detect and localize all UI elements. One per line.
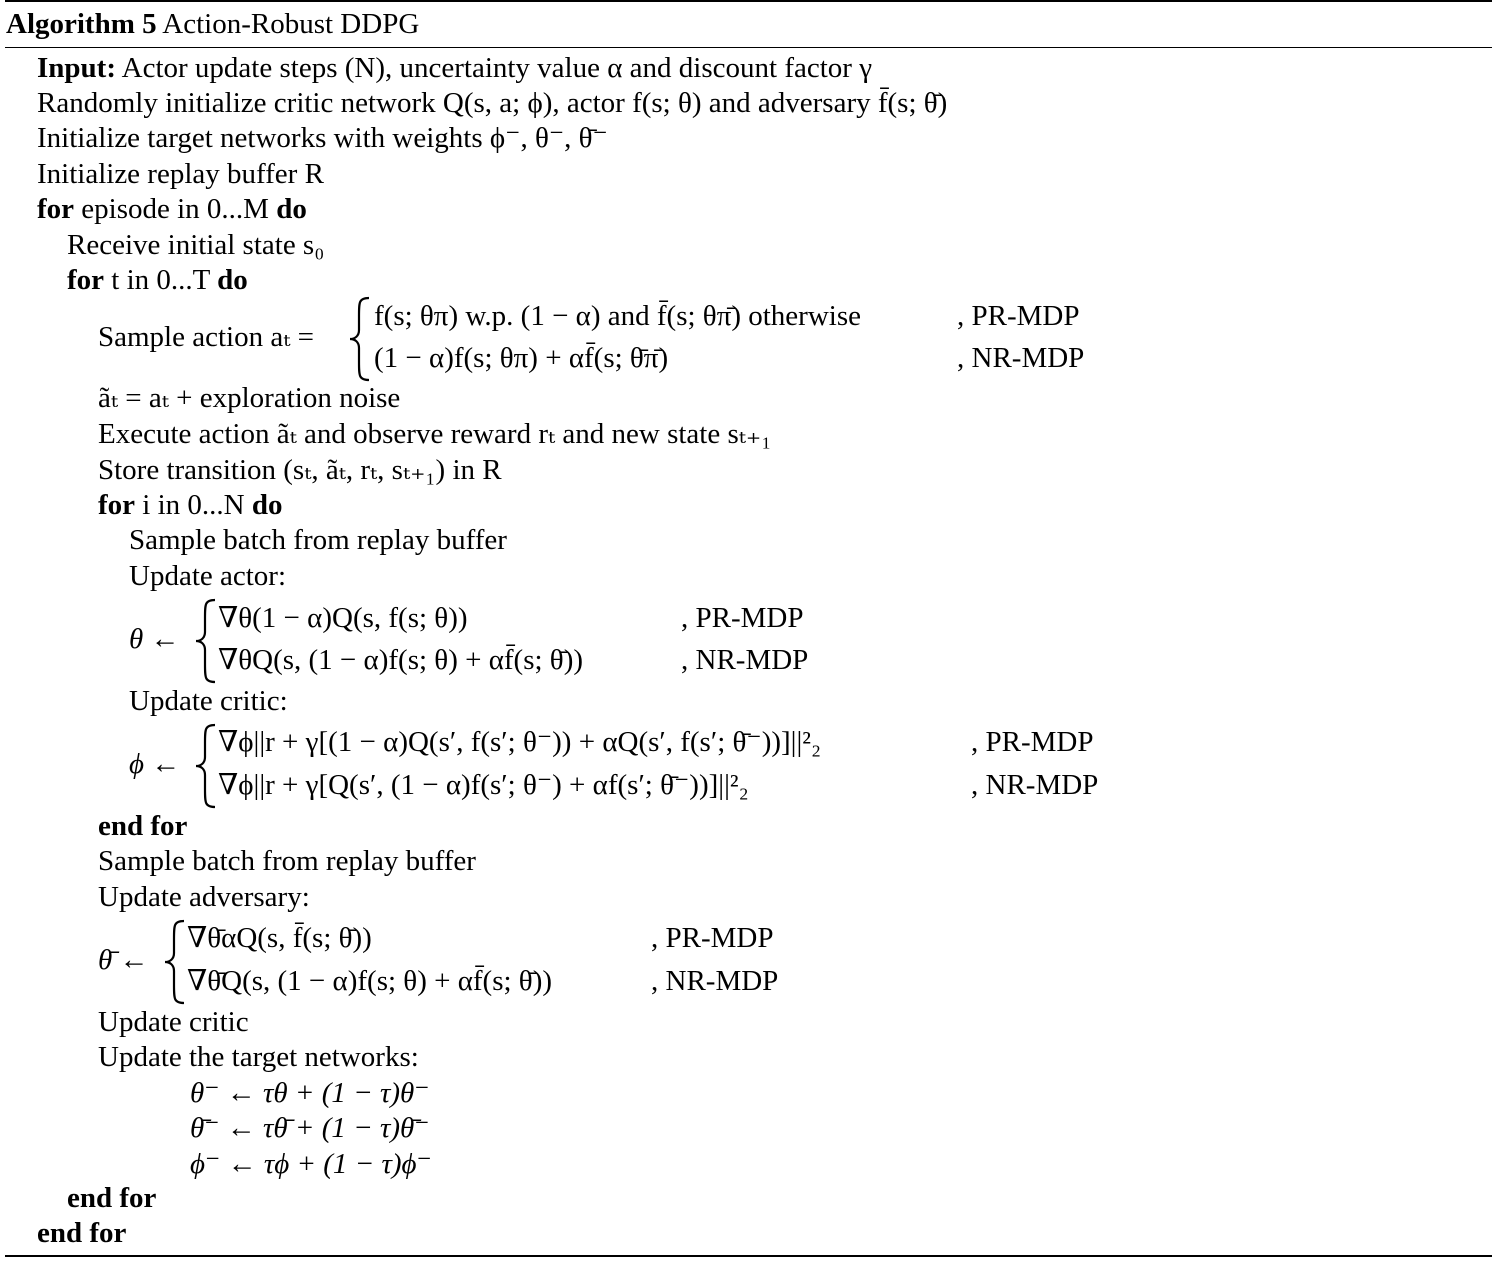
target-update-theta: θ⁻ ← τθ + (1 − τ)θ⁻: [190, 1077, 430, 1109]
line-end-for-i: end for: [98, 810, 188, 842]
for-keyword: for: [67, 264, 105, 296]
critic-case-pr-tag: , PR-MDP: [971, 726, 1094, 758]
line-sample-batch-inner: Sample batch from replay buffer: [129, 524, 507, 556]
left-brace: [162, 919, 188, 1005]
line-noise: ãₜ = aₜ + exploration noise: [98, 382, 401, 414]
line-for-t: [67, 262, 248, 298]
actor-case-nr-tag: , NR-MDP: [681, 644, 809, 676]
adversary-case-pr: ∇θ̄αQ(s, f̄(s; θ̄)): [187, 922, 372, 954]
line-update-adversary: Update adversary:: [98, 881, 310, 913]
actor-case-pr-tag: , PR-MDP: [681, 602, 804, 634]
adversary-case-nr-tag: , NR-MDP: [651, 965, 779, 997]
line-store: Store transition (sₜ, ãₜ, rₜ, sₜ₊₁) in R: [98, 454, 502, 486]
input-text: Actor update steps (N), uncertainty value α and discount factor γ: [121, 52, 873, 84]
line-update-actor: Update actor:: [129, 560, 287, 592]
algorithm-title: Action-Robust DDPG: [162, 8, 420, 40]
do-keyword: do: [251, 489, 283, 521]
sample-case-pr-tag: , PR-MDP: [957, 300, 1080, 332]
sample-case-nr-tag: , NR-MDP: [957, 342, 1085, 374]
adversary-case-nr: ∇θ̄Q(s, (1 − α)f(s; θ) + αf̄(s; θ̄)): [187, 965, 553, 997]
line-update-targets: Update the target networks:: [98, 1041, 419, 1073]
line-receive-state: Receive initial state s₀: [67, 229, 325, 261]
left-brace: [193, 723, 219, 809]
critic-case-pr: ∇ϕ||r + γ[(1 − α)Q(s′, f(s′; θ⁻)) + αQ(s′, f(s′; θ̄⁻))]||²₂: [218, 726, 822, 758]
sample-case-pr: f(s; θπ) w.p. (1 − α) and f̄(s; θπ̄) otherwise: [374, 300, 861, 332]
actor-case-pr: ∇θ(1 − α)Q(s, f(s; θ)): [218, 602, 468, 634]
for-keyword: for: [98, 489, 136, 521]
critic-lhs: ϕ ←: [129, 748, 181, 780]
line-update-critic-inner: Update critic:: [129, 685, 288, 717]
line-update-critic-outer: Update critic: [98, 1006, 249, 1038]
adversary-case-pr-tag: , PR-MDP: [651, 922, 774, 954]
algorithm-box: [5, 0, 1492, 1262]
line-init-critic: Randomly initialize critic network Q(s, a; ϕ), actor f(s; θ) and adversary f̄(s; θ̄): [37, 87, 948, 119]
actor-lhs: θ ←: [129, 623, 180, 655]
line-input: [37, 50, 872, 86]
line-for-episode: [37, 191, 307, 227]
algorithm-number: Algorithm 5: [6, 8, 157, 40]
actor-case-nr: ∇θQ(s, (1 − α)f(s; θ) + αf̄(s; θ̄)): [218, 644, 584, 676]
top-rule: [5, 0, 1492, 2]
line-init-target: Initialize target networks with weights ϕ⁻, θ⁻, θ̄⁻: [37, 122, 608, 154]
for-episode-range: episode in 0...M: [81, 193, 269, 225]
line-end-for-t: end for: [67, 1182, 157, 1214]
line-execute: Execute action ãₜ and observe reward rₜ and new state sₜ₊₁: [98, 418, 772, 450]
line-for-i: [98, 487, 282, 523]
input-keyword: Input:: [37, 52, 116, 84]
for-t-range: t in 0...T: [111, 264, 210, 296]
target-update-phi: ϕ⁻ ← τϕ + (1 − τ)ϕ⁻: [190, 1148, 432, 1180]
algorithm-caption: [6, 6, 419, 42]
left-brace: [193, 598, 219, 684]
left-brace: [347, 296, 373, 382]
line-sample-batch-outer: Sample batch from replay buffer: [98, 845, 476, 877]
bottom-rule: [5, 1255, 1492, 1257]
adversary-lhs: θ̄ ←: [98, 944, 149, 976]
sample-case-nr: (1 − α)f(s; θπ) + αf̄(s; θ̄π̄): [374, 342, 669, 374]
for-i-range: i in 0...N: [142, 489, 245, 521]
line-end-for-episode: end for: [37, 1217, 127, 1249]
for-keyword: for: [37, 193, 75, 225]
sample-action-label: Sample action aₜ =: [98, 321, 314, 353]
line-init-buffer: Initialize replay buffer R: [37, 158, 324, 190]
caption-rule: [5, 47, 1492, 48]
do-keyword: do: [217, 264, 248, 296]
do-keyword: do: [276, 193, 307, 225]
target-update-theta-bar: θ̄⁻ ← τθ̄ + (1 − τ)θ̄⁻: [190, 1112, 430, 1144]
critic-case-nr: ∇ϕ||r + γ[Q(s′, (1 − α)f(s′; θ⁻) + αf(s′; θ̄⁻))]||²₂: [218, 769, 749, 801]
critic-case-nr-tag: , NR-MDP: [971, 769, 1099, 801]
